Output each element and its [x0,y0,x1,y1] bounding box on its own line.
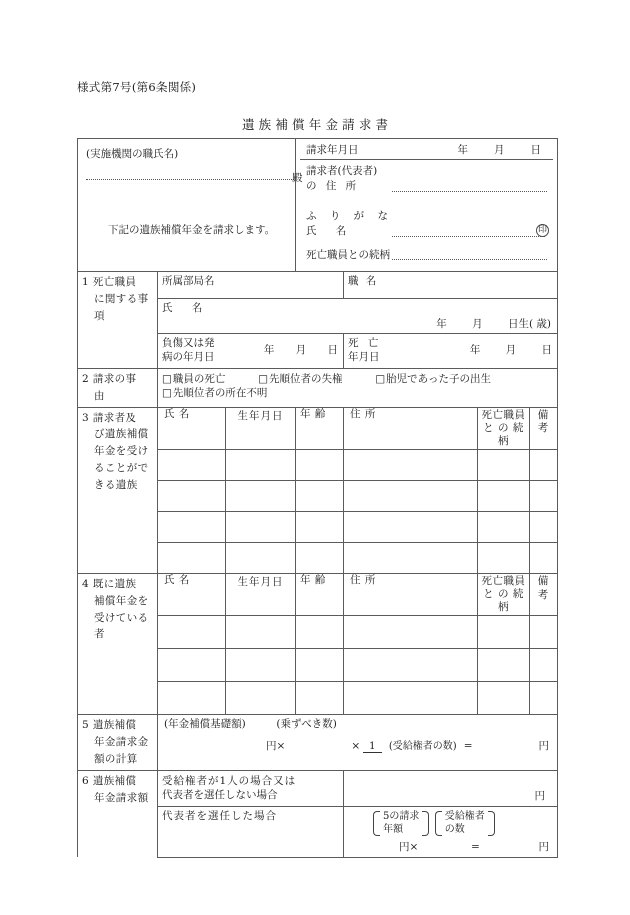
section3-label [78,407,158,573]
section1-label-line1: 1 死亡職員 [82,276,137,288]
col-header-relation [478,573,530,615]
bracket-annual-claim [372,810,430,837]
birth-day-age: 日生( 歳) [507,317,551,330]
col-header-birthdate: 生年月日 [226,573,296,615]
cell-relation[interactable] [478,682,530,715]
header-row [78,139,558,272]
col-header-name [158,573,226,615]
checkbox-prior-forfeiture[interactable]: □ 先順位者の失権 [258,373,342,385]
agency-label: (実施機関の職氏名) [86,148,179,160]
checkbox-prior-unknown-location[interactable]: □ 先順位者の所在不明 [162,387,267,399]
page-title: 遺族補償年金請求書 [241,117,393,132]
agency-input-line[interactable] [86,179,294,180]
injury-date-cell[interactable] [158,334,344,369]
section5-row [78,715,558,770]
cell-address[interactable] [344,449,478,480]
claim-date-year[interactable]: 年 [457,144,468,156]
bracket-recipient-count [434,810,496,837]
cell-relation[interactable] [478,511,530,542]
claimant-body [300,160,553,266]
death-ymd[interactable] [470,343,552,357]
section5-label-line3: 額の計算 [94,752,138,765]
birthdate-group[interactable] [436,317,551,331]
cell-remarks[interactable] [530,449,558,480]
case2-label: 代表者を選任した場合 [162,809,277,822]
injury-day: 日 [327,343,338,356]
cell-address[interactable] [344,480,478,511]
section4-header-row [78,573,558,615]
base-amount-yen-times: 円× [266,739,286,752]
cell-birthdate[interactable] [226,542,296,573]
col-header-age-text: 年 齢 [300,573,326,586]
death-label-line2: 年月日 [348,351,380,364]
cell-birthdate[interactable] [226,449,296,480]
col-header-relation-line2: と の 続 柄 [483,421,524,447]
col-header-age [296,573,344,615]
section4-label-line3: 受けている [94,611,149,624]
claimant-label-line2: の 住 所 [306,180,360,193]
section1-row1 [78,272,558,299]
name-input-line[interactable] [392,236,545,237]
death-date-cell[interactable] [344,334,558,369]
name-label: 氏 名 [306,225,355,238]
col-header-remarks: 備 考 [530,407,558,449]
case1-yen: 円 [534,790,545,803]
case2-brackets [344,810,557,837]
cell-remarks[interactable] [530,542,558,573]
section2-label-line1: 2 請求の事 [82,373,137,385]
cell-birthdate[interactable] [226,511,296,542]
case1-label-cell [158,770,344,806]
form-code: 様式第7号(第6条関係) [77,80,197,94]
birth-month: 月 [472,317,483,330]
section6-row1 [78,770,558,806]
cell-name[interactable] [158,682,226,715]
col-header-remarks: 備 考 [530,573,558,615]
checkbox-employee-death[interactable]: □ 職員の死亡 [162,373,225,385]
claim-date-day[interactable]: 日 [530,144,541,156]
section3-label-line4: ることがで [94,461,149,474]
share-fraction [363,740,461,753]
section3-label-line5: きる遺族 [94,478,138,491]
section2-label [78,369,158,408]
claim-date-month[interactable]: 月 [494,144,505,156]
position-cell[interactable] [344,272,558,299]
cell-age[interactable] [296,449,344,480]
case2-label-cell [158,806,344,857]
case2-formula[interactable] [344,837,557,854]
death-month: 月 [505,343,517,356]
col-header-relation-line1: 死亡職員 [481,408,526,421]
cell-birthdate[interactable] [226,649,296,682]
cell-age[interactable] [296,480,344,511]
case2-yen-times: 円× [399,840,419,853]
cell-name[interactable] [158,449,226,480]
death-year: 年 [469,343,481,356]
position-label: 職 名 [348,275,379,287]
cell-birthdate[interactable] [226,480,296,511]
death-label-line1: 死 亡 [348,337,382,349]
cell-remarks[interactable] [530,511,558,542]
address-input-line[interactable] [392,191,547,192]
section1-label-line2: に関する事 [94,292,149,305]
bracket-annual-claim-line1: 5の請求 [383,810,420,822]
col-header-age [296,407,344,449]
case2-calculation [344,806,558,857]
col-header-address-text: 住 所 [350,407,376,420]
claim-date-row [300,141,553,160]
cell-address[interactable] [344,649,478,682]
multiplier-label: (乗ずべき数) [276,718,337,731]
claimant-label-line1: 請求者(代表者) [306,165,378,178]
col-header-name-text: 氏 名 [164,407,190,420]
cell-name[interactable] [158,511,226,542]
section2-label-line2: 由 [94,389,105,402]
bracket-recipient-count-line2: の数 [444,824,465,836]
dept-label: 所属部局名 [162,275,215,287]
cell-relation[interactable] [478,480,530,511]
section5-label [78,715,158,770]
case1-label-line1: 受給権者が1人の場合又は [162,774,297,787]
case1-amount-cell[interactable] [344,770,558,806]
col-header-age-text: 年 齢 [300,407,326,420]
deceased-name-label: 氏 名 [162,302,211,314]
cell-relation[interactable] [478,616,530,649]
case2-result-yen: 円 [538,840,549,853]
formula-equals: = [463,739,473,752]
cell-address[interactable] [344,511,478,542]
cell-address[interactable] [344,616,478,649]
cell-relation[interactable] [478,649,530,682]
dono-label: 殿 [292,172,303,184]
claimant-cell [296,139,558,272]
col-header-address [344,407,478,449]
injury-label-line2: 病の年月日 [162,351,215,364]
injury-label-line1: 負傷又は発 [162,337,215,349]
col-header-relation [478,407,530,449]
col-header-name-text: 氏 名 [164,573,190,586]
cell-age[interactable] [296,649,344,682]
cell-name[interactable] [158,649,226,682]
cell-address[interactable] [344,682,478,715]
claim-date-ymd [458,143,546,157]
section3-label-line2: び遺族補償 [94,428,149,441]
cell-remarks[interactable] [530,649,558,682]
request-statement: 下記の遺族補償年金を請求します。 [108,224,276,236]
section4-label [78,573,158,714]
cell-relation[interactable] [478,542,530,573]
seal-icon: 印 [537,225,547,236]
cell-age[interactable] [296,616,344,649]
section6-label-line1: 6 遺族補償 [82,774,137,787]
cell-remarks[interactable] [530,616,558,649]
relation-input-line[interactable] [392,259,547,260]
col-header-relation-line2: と の 続 柄 [483,588,524,614]
checkbox-unborn-child-birth[interactable]: □ 胎児であった子の出生 [375,373,491,385]
formula-times: × [351,739,361,752]
section6-label [78,770,158,857]
section2-options-line1 [162,372,553,386]
bracket-annual-claim-line2: 年額 [383,824,403,836]
claim-form-table [77,138,558,858]
cell-relation[interactable] [478,449,530,480]
cell-age[interactable] [296,682,344,715]
injury-month: 月 [295,343,307,356]
birth-year: 年 [436,317,447,330]
section3-label-line3: 年金を受け [94,445,149,458]
death-day: 日 [541,343,552,356]
section3-header-row [78,407,558,449]
cell-name[interactable] [158,542,226,573]
section5-formula[interactable] [158,732,557,760]
cell-name[interactable] [158,616,226,649]
section2-options [158,369,558,408]
section2-row [78,369,558,408]
fraction-denominator: (受給権者の数) [388,740,457,752]
section5-label-line1: 5 遺族補償 [82,719,137,732]
base-amount-label: (年金補償基礎額) [164,718,246,731]
cell-remarks[interactable] [530,480,558,511]
col-header-name [158,407,226,449]
section5-captions [158,717,557,731]
injury-ymd[interactable] [264,343,338,357]
dept-cell[interactable] [158,272,344,299]
cell-birthdate[interactable] [226,682,296,715]
bracket-recipient-count-line1: 受給権者 [444,810,485,822]
cell-address[interactable] [344,542,478,573]
fraction-numerator: 1 [363,741,381,753]
relation-label: 死亡職員との続柄 [306,249,390,262]
section3-label-line1: 3 請求者及 [82,411,137,424]
case2-equals: = [471,840,480,853]
section2-options-line2 [162,386,553,400]
cell-remarks[interactable] [530,682,558,715]
section4-label-line4: 者 [94,628,105,641]
claim-date-label: 請求年月日 [306,144,359,156]
injury-year: 年 [263,343,275,356]
col-header-birthdate: 生年月日 [226,407,296,449]
section1-label-line3: 項 [94,309,105,322]
furigana-label: ふ り が な [306,210,394,223]
section6-label-line2: 年金請求額 [94,791,149,804]
section5-result-yen: 円 [538,739,549,752]
cell-age[interactable] [296,542,344,573]
cell-age[interactable] [296,511,344,542]
cell-birthdate[interactable] [226,616,296,649]
cell-name[interactable] [158,480,226,511]
section5-label-line2: 年金請求金 [94,736,149,749]
agency-cell [78,139,303,272]
case1-label-line2: 代表者を選任しない場合 [162,789,278,802]
section4-label-line1: 4 既に遺族 [82,577,137,590]
section4-label-line2: 補償年金を [94,594,149,607]
section1-label [78,272,158,369]
deceased-name-cell[interactable] [158,299,558,334]
col-header-address-text: 住 所 [350,573,376,586]
col-header-address [344,573,478,615]
col-header-relation-line1: 死亡職員 [481,574,526,587]
section5-calculation [158,715,558,770]
